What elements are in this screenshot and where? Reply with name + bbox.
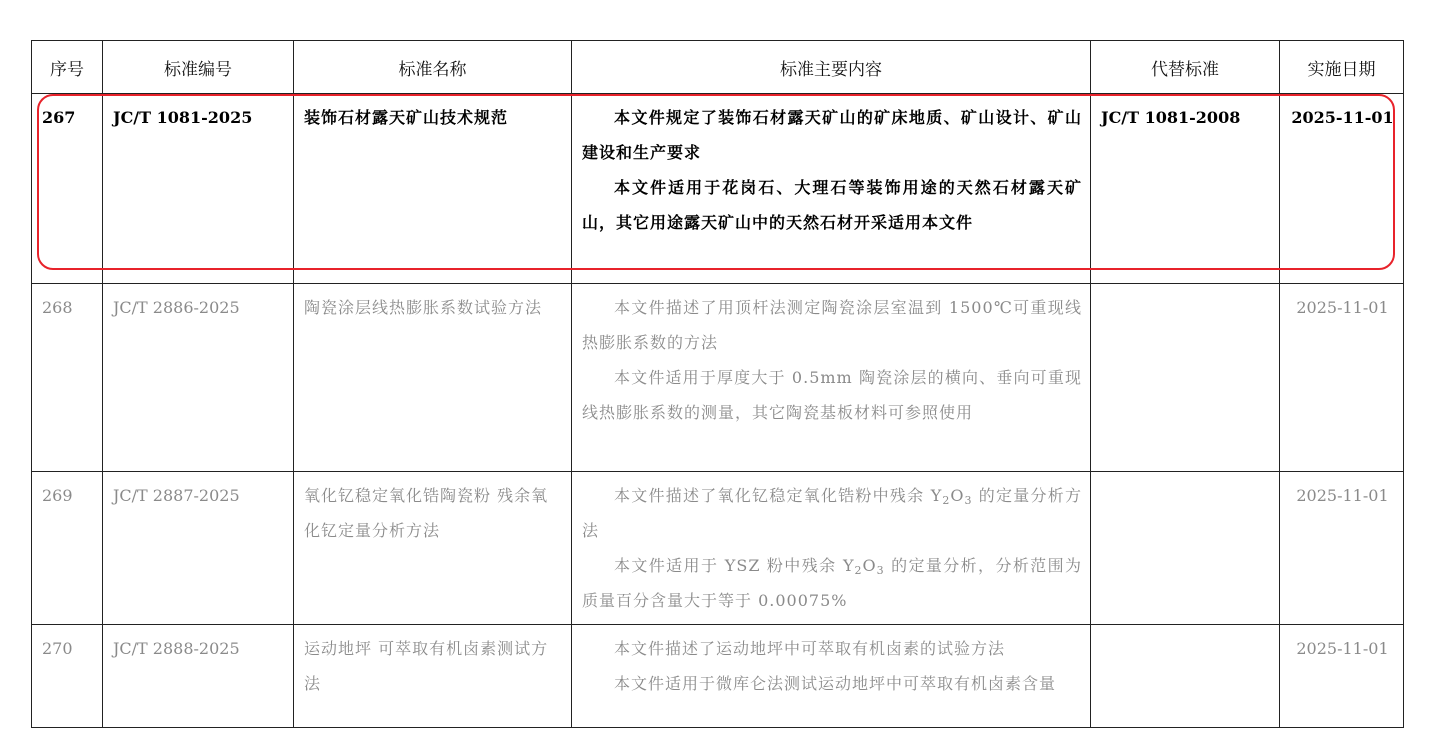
- row-replace: [1091, 472, 1280, 625]
- row-content: [572, 284, 1091, 472]
- row-replace: [1091, 625, 1280, 728]
- table-row: [32, 284, 1404, 472]
- content-paragraph: 本文件描述了运动地坪中可萃取有机卤素的试验方法: [614, 639, 1006, 658]
- content-paragraph: 本文件适用于花岗石、大理石等装饰用途的天然石材露天矿山，其它用途露天矿山中的天然石材开采适用本文件: [582, 178, 1082, 232]
- row-name: 氧化钇稳定氧化锆陶瓷粉 残余氧化钇定量分析方法: [294, 472, 572, 625]
- row-no: 270: [32, 625, 103, 728]
- content-paragraph: 本文件适用于厚度大于 0.5mm 陶瓷涂层的横向、垂向可重现线热膨胀系数的测量，其它陶瓷基板材料可参照使用: [582, 368, 1082, 422]
- row-date: 2025-11-01: [1280, 625, 1404, 728]
- row-name: 运动地坪 可萃取有机卤素测试方法: [294, 625, 572, 728]
- content-paragraph: 本文件描述了用顶杆法测定陶瓷涂层室温到 1500℃可重现线热膨胀系数的方法: [582, 298, 1082, 352]
- content-text: 本文件描述了氧化钇稳定氧化锆粉中残余 Y: [614, 486, 943, 505]
- row-code: JC/T 2887-2025: [103, 472, 294, 625]
- header-date: 实施日期: [1280, 41, 1404, 94]
- table-header-row: [32, 41, 1404, 94]
- standards-table: [31, 40, 1404, 728]
- content-text: O: [950, 486, 965, 505]
- content-paragraph: [582, 478, 1082, 548]
- row-no: 267: [32, 94, 103, 284]
- row-no: 269: [32, 472, 103, 625]
- row-replace: JC/T 1081-2008: [1091, 94, 1280, 284]
- row-code: JC/T 1081-2025: [103, 94, 294, 284]
- header-name: 标准名称: [294, 41, 572, 94]
- row-date: 2025-11-01: [1280, 284, 1404, 472]
- row-replace: [1091, 284, 1280, 472]
- content-paragraph: 本文件适用于微库仑法测试运动地坪中可萃取有机卤素含量: [614, 674, 1057, 693]
- header-replace: 代替标准: [1091, 41, 1280, 94]
- table-row: [32, 94, 1404, 284]
- header-no: 序号: [32, 41, 103, 94]
- row-content: [572, 94, 1091, 284]
- table-row: [32, 472, 1404, 625]
- subscript: 2: [942, 494, 951, 507]
- row-date: 2025-11-01: [1280, 472, 1404, 625]
- content-paragraph: [582, 548, 1082, 618]
- row-code: JC/T 2888-2025: [103, 625, 294, 728]
- row-no: 268: [32, 284, 103, 472]
- subscript: 3: [876, 564, 885, 577]
- row-code: JC/T 2886-2025: [103, 284, 294, 472]
- content-text: O: [862, 556, 877, 575]
- row-name: 装饰石材露天矿山技术规范: [294, 94, 572, 284]
- header-content: 标准主要内容: [572, 41, 1091, 94]
- content-text: 本文件适用于 YSZ 粉中残余 Y: [614, 556, 855, 575]
- row-content: [572, 625, 1091, 728]
- content-text: 的定量分析方法: [582, 486, 1082, 540]
- content-text: 的定量分析，分析范围为质量百分含量大于等于 0.00075%: [582, 556, 1082, 610]
- subscript: 2: [854, 564, 863, 577]
- header-code: 标准编号: [103, 41, 294, 94]
- content-paragraph: 本文件规定了装饰石材露天矿山的矿床地质、矿山设计、矿山建设和生产要求: [582, 108, 1082, 162]
- row-name: 陶瓷涂层线热膨胀系数试验方法: [294, 284, 572, 472]
- row-content: [572, 472, 1091, 625]
- subscript: 3: [964, 494, 973, 507]
- row-date: 2025-11-01: [1280, 94, 1404, 284]
- table-row: [32, 625, 1404, 728]
